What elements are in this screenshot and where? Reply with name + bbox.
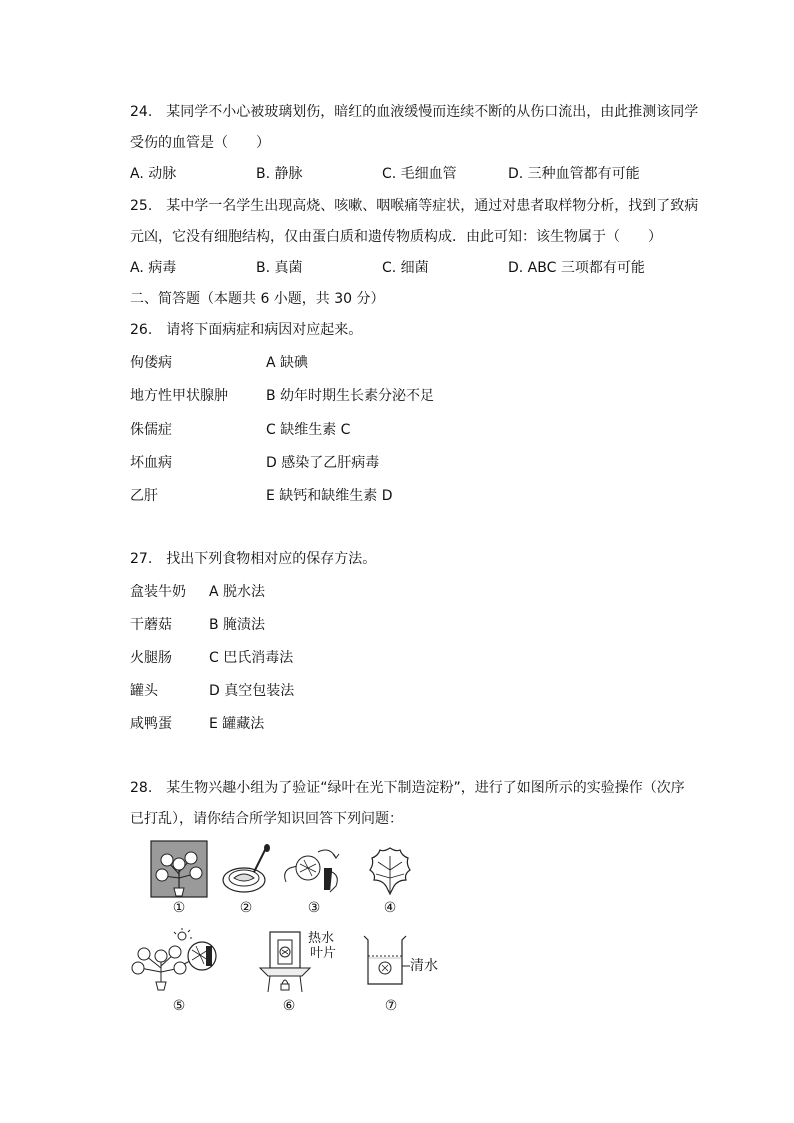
- q25-line2: 元凶，它没有细胞结构，仅由蛋白质和遗传物质构成．由此可知：该生物属于（ ）: [130, 229, 662, 245]
- experiment-figure: [128, 836, 448, 1026]
- plant-in-light-figure: [128, 928, 218, 992]
- q27-method-b: B 腌渍法: [209, 617, 266, 633]
- leaf-figure: [366, 844, 414, 896]
- q26-disease-4: 坏血病: [130, 455, 172, 471]
- q26-disease-1: 佝偻病: [130, 355, 172, 371]
- label-leaf: 叶片: [310, 946, 337, 961]
- figure-number-1: ①: [172, 900, 186, 916]
- q27-method-d: D 真空包装法: [209, 683, 295, 699]
- figure-number-2: ②: [239, 900, 253, 916]
- q25-option-d: D. ABC 三项都有可能: [508, 260, 645, 276]
- q25-option-a: A. 病毒: [130, 260, 177, 276]
- q24-option-d: D. 三种血管都有可能: [508, 166, 640, 182]
- q26-title: 26. 请将下面病症和病因对应起来。: [130, 322, 363, 338]
- q24-line2: 受伤的血管是（ ）: [130, 135, 270, 151]
- q27-food-4: 罐头: [130, 683, 158, 699]
- section-heading: 二、简答题（本题共 6 小题，共 30 分）: [130, 291, 385, 307]
- q26-cause-d: D 感染了乙肝病毒: [266, 455, 380, 471]
- q26-disease-2: 地方性甲状腺肿: [130, 388, 228, 404]
- q26-cause-a: A 缺碘: [266, 355, 309, 371]
- beaker-clear-water-figure: [360, 934, 410, 988]
- q24-line1: 24. 某同学不小心被玻璃划伤，暗红的血液缓慢而连续不断的从伤口流出，由此推测该同学: [130, 104, 699, 120]
- q26-cause-c: C 缺维生素 C: [266, 422, 351, 438]
- q25-line1: 25. 某中学一名学生出现高烧、咳嗽、咽喉痛等症状，通过对患者取样物分析，找到了致病: [130, 198, 699, 214]
- petri-dish-dropper-figure: [220, 844, 276, 898]
- label-hot-water: 热水: [308, 931, 335, 946]
- q28-line1: 28. 某生物兴趣小组为了验证“绿叶在光下制造淀粉”，进行了如图所示的实验操作（次序: [130, 780, 685, 796]
- figure-number-5: ⑤: [172, 998, 186, 1014]
- q26-cause-e: E 缺钙和缺维生素 D: [266, 488, 393, 504]
- water-bath-figure: [256, 926, 314, 996]
- q25-option-c: C. 细菌: [382, 260, 429, 276]
- q27-food-3: 火腿肠: [130, 650, 172, 666]
- q24-option-c: C. 毛细血管: [382, 166, 457, 182]
- remove-cover-figure: [278, 842, 344, 898]
- q26-disease-5: 乙肝: [130, 488, 158, 504]
- q27-food-1: 盒装牛奶: [130, 584, 186, 600]
- figure-number-3: ③: [307, 900, 321, 916]
- q26-cause-b: B 幼年时期生长素分泌不足: [266, 388, 435, 404]
- q27-title: 27. 找出下列食物相对应的保存方法。: [130, 551, 377, 567]
- q27-method-a: A 脱水法: [209, 584, 266, 600]
- q25-option-b: B. 真菌: [256, 260, 303, 276]
- q24-option-b: B. 静脉: [256, 166, 303, 182]
- q28-line2: 已打乱），请你结合所学知识回答下列问题：: [130, 811, 403, 827]
- figure-number-6: ⑥: [282, 998, 296, 1014]
- q27-food-5: 咸鸭蛋: [130, 716, 172, 732]
- figure-number-7: ⑦: [384, 998, 398, 1014]
- q26-disease-3: 侏儒症: [130, 422, 172, 438]
- q27-method-e: E 罐藏法: [209, 716, 265, 732]
- figure-number-4: ④: [383, 900, 397, 916]
- q27-food-2: 干蘑菇: [130, 617, 172, 633]
- q27-method-c: C 巴氏消毒法: [209, 650, 294, 666]
- plant-in-dark-figure: [150, 840, 208, 898]
- label-clear-water: 清水: [410, 958, 438, 974]
- q24-option-a: A. 动脉: [130, 166, 177, 182]
